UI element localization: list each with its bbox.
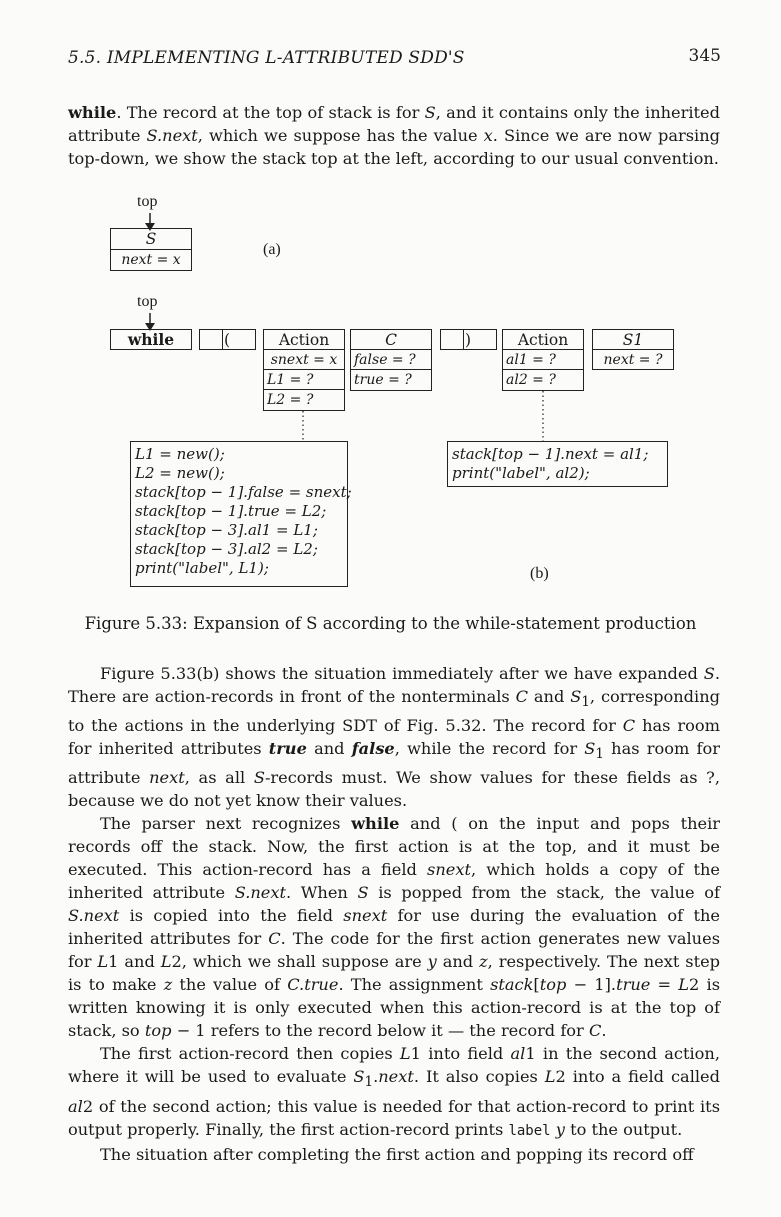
top-label-b: top: [137, 293, 158, 310]
while-record: while: [110, 329, 192, 350]
c-record-name: C: [350, 329, 432, 350]
figure-caption: Figure 5.33: Expansion of S according to the while-statement production: [84, 614, 697, 633]
part-a-tag: (a): [263, 241, 281, 258]
action2-header: Action: [502, 329, 584, 350]
action2-al1: al1 = ?: [502, 349, 584, 370]
code1-line: stack[top − 1].false = snext;: [135, 483, 352, 501]
body-paragraph: The situation after completing the first action and popping its record off: [100, 1144, 694, 1164]
action1-snext: snext = x: [263, 349, 345, 370]
code2-line: print("label", al2);: [452, 464, 590, 482]
action1-header: Action: [263, 329, 345, 350]
rparen-record: ): [440, 329, 497, 350]
s1-record-next: next = ?: [592, 349, 674, 370]
code2-line: stack[top − 1].next = al1;: [452, 445, 649, 463]
c-record-false: false = ?: [350, 349, 432, 370]
running-head: 5.5. IMPLEMENTING L-ATTRIBUTED SDD'S: [68, 48, 465, 68]
body-paragraph: Figure 5.33(b) shows the situation immediately after we have expanded S. There are action-records in front of the nonterminals C and $S_1$, corresponding to the actions in the underlying SDT of Fig. 5.32. The record for C has room for inherited attributes true and false, while the record for $S_1$ has room for attribute next, as all S-records must. We show values for these fields as ?, because we do not yet know their values.: [68, 664, 721, 811]
code1-line: stack[top − 3].al2 = L2;: [135, 540, 318, 558]
action1-l1: L1 = ?: [263, 369, 345, 390]
code1-line: L2 = new();: [135, 464, 225, 482]
lparen-record: (: [199, 329, 256, 350]
body-paragraph: The first action-record then copies L1 into field al1 in the second action, where it will be used to evaluate $S_1.next$. It also copies L2 into a field called al2 of the second action; this value is needed for that action-record to print its output properly. Finally, the first action-record prints label y to the output.: [68, 1044, 720, 1139]
body-paragraph: The parser next recognizes while and ( on the input and pops their records off the stack. Now, the first action is at the top, and it must be executed. This action-record has a field snext, which holds a copy of the inherited attribute S.next. When S is popped from the stack, the value of S.next is copied into the field snext for use during the evaluation of the inherited attributes for C. The code for the first action generates new values for L1 and L2, which we shall suppose are y and z, respectively. The next step is to make z the value of C.true. The assignment stack[top − 1].true = L2 is written knowing it is only executed when this action-record is at the top of stack, so top − 1 refers to the record below it — the record for C.: [68, 814, 721, 1041]
code1-line: stack[top − 3].al1 = L1;: [135, 521, 318, 539]
action1-l2: L2 = ?: [263, 389, 345, 411]
rparen-divider: [463, 329, 464, 350]
s-record-name: S: [110, 228, 192, 250]
s1-record-name: S1: [592, 329, 674, 350]
figure-5-33: [0, 185, 781, 605]
intro-text: while. The record at the top of stack is for S, and it contains only the inherited attribute S.next, which we suppose has the value x. Since we are now parsing top-down, we show the stack top at the left, according to our usual convention.: [68, 103, 720, 168]
intro-paragraph: [68, 101, 720, 170]
dotted-connector-1: [300, 411, 306, 441]
lparen-divider: [222, 329, 223, 350]
code1-line: stack[top − 1].true = L2;: [135, 502, 327, 520]
page-number: 345: [688, 46, 721, 66]
action1-code: [130, 441, 352, 587]
code1-line: print("label", L1);: [135, 559, 269, 577]
top-label-a: top: [137, 193, 158, 210]
c-record-true: true = ?: [350, 369, 432, 391]
code1-line: L1 = new();: [135, 445, 225, 463]
action2-al2: al2 = ?: [502, 369, 584, 391]
dotted-connector-2: [540, 391, 546, 441]
action2-code: [447, 441, 668, 487]
s-record-next: next = x: [110, 249, 192, 271]
part-b-tag: (b): [530, 565, 549, 582]
body-text: [68, 662, 720, 1166]
